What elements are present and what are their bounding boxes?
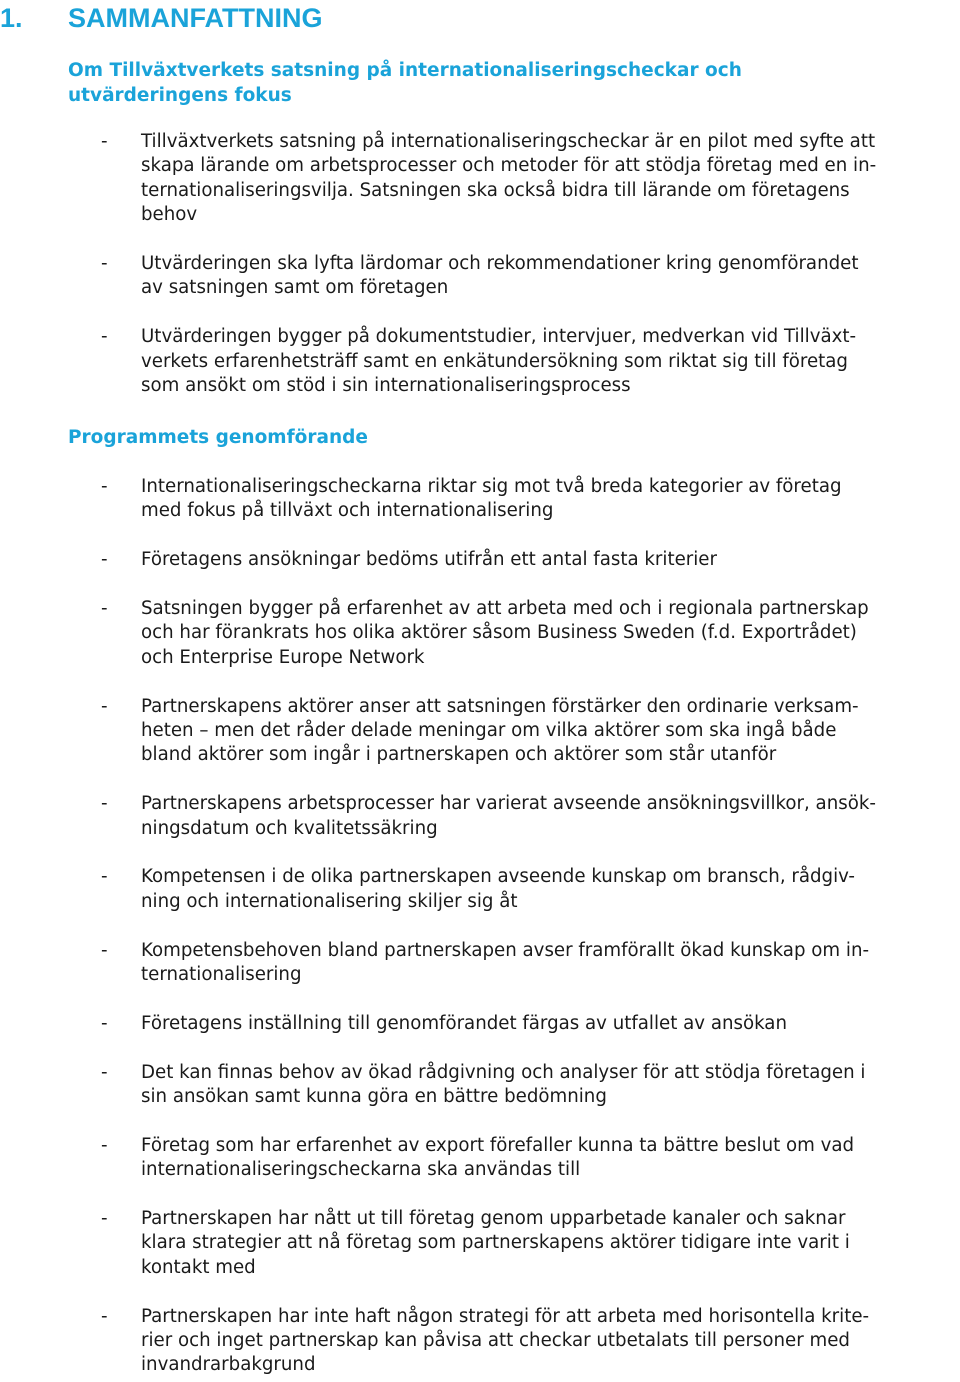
list-item-line: Partnerskapen har nått ut till företag genom upparbetade kanaler och saknar bbox=[141, 1208, 846, 1230]
bullet-dash: - bbox=[101, 131, 108, 152]
list-item-line: Utvärderingen bygger på dokumentstudier, intervjuer, medverkan vid Tillväxt- bbox=[141, 326, 857, 348]
list-item-line: Företagens ansökningar bedöms utifrån ett antal fasta kriterier bbox=[141, 549, 717, 571]
section-heading-implementation bbox=[68, 426, 668, 451]
list-item bbox=[0, 597, 956, 670]
list-item-line: Företagens inställning till genomförandet färgas av utfallet av ansökan bbox=[141, 1012, 787, 1034]
list-item bbox=[0, 252, 956, 301]
list-item-line: verkets erfarenhetsträff samt en enkätundersökning som riktat sig till företag bbox=[141, 350, 848, 372]
list-item-line: med fokus på tillväxt och internationalisering bbox=[141, 500, 554, 522]
list-item-line: Partnerskapen har inte haft någon strategi för att arbeta med horisontella krite- bbox=[141, 1305, 870, 1327]
list-item-line: av satsningen samt om företagen bbox=[141, 277, 449, 299]
list-item bbox=[0, 325, 956, 398]
list-item bbox=[0, 130, 956, 228]
list-item-line: Utvärderingen ska lyfta lärdomar och rekommendationer kring genomförandet bbox=[141, 253, 859, 275]
list-item-line: ningsdatum och kvalitetssäkring bbox=[141, 817, 438, 839]
list-item bbox=[0, 1012, 956, 1036]
list-item-line: som ansökt om stöd i sin internationaliseringsprocess bbox=[141, 375, 631, 397]
section-heading-line: Programmets genomförande bbox=[68, 427, 368, 448]
list-item bbox=[0, 1134, 956, 1183]
list-item-line: skapa lärande om arbetsprocesser och metoder för att stödja företag med en in- bbox=[141, 155, 877, 177]
list-item-line: rier och inget partnerskap kan påvisa att checkar utbetalats till personer med bbox=[141, 1330, 850, 1352]
list-item-line: behov bbox=[141, 204, 198, 226]
bullet-dash: - bbox=[101, 1061, 108, 1083]
bullet-dash: - bbox=[101, 1134, 108, 1156]
bullet-dash: - bbox=[101, 1012, 108, 1034]
list-item-line: Partnerskapens arbetsprocesser har varierat avseende ansökningsvillkor, ansök- bbox=[141, 793, 876, 815]
chapter-number: 1. bbox=[0, 3, 23, 33]
bullet-list-implementation bbox=[0, 475, 960, 1378]
list-item-line: sin ansökan samt kunna göra en bättre bedömning bbox=[141, 1086, 607, 1108]
list-item-line: ning och internationalisering skiljer sig åt bbox=[141, 890, 518, 912]
bullet-dash: - bbox=[101, 598, 108, 619]
list-item bbox=[0, 1305, 956, 1378]
list-item-line: ternationalisering bbox=[141, 964, 302, 986]
list-item-line: heten – men det råder delade meningar om vilka aktörer som ska ingå både bbox=[141, 720, 837, 742]
list-item bbox=[0, 475, 956, 524]
list-item bbox=[0, 1061, 956, 1110]
section-heading-line: Om Tillväxtverkets satsning på internationaliseringscheckar och bbox=[68, 60, 742, 81]
list-item bbox=[0, 1207, 956, 1280]
list-item-line: och har förankrats hos olika aktörer såsom Business Sweden (f.d. Exportrådet) bbox=[141, 622, 857, 644]
chapter-title-text: SAMMANFATTNING bbox=[68, 3, 323, 33]
bullet-dash: - bbox=[101, 939, 108, 961]
list-item-line: Tillväxtverkets satsning på internationaliseringscheckar är en pilot med syfte att bbox=[141, 131, 876, 152]
bullet-dash: - bbox=[101, 793, 108, 815]
chapter-title bbox=[0, 2, 322, 34]
bullet-list-focus bbox=[0, 130, 960, 398]
list-item-line: Kompetensbehoven bland partnerskapen avser framförallt ökad kunskap om in- bbox=[141, 939, 870, 961]
list-item-line: Partnerskapens aktörer anser att satsningen förstärker den ordinarie verksam- bbox=[141, 695, 859, 717]
bullet-dash: - bbox=[101, 1305, 108, 1327]
list-item bbox=[0, 939, 956, 988]
list-item bbox=[0, 792, 956, 841]
list-item bbox=[0, 548, 956, 572]
bullet-dash: - bbox=[101, 253, 108, 275]
list-item-line: kontakt med bbox=[141, 1256, 256, 1278]
section-heading-line: utvärderingens fokus bbox=[68, 84, 292, 106]
bullet-dash: - bbox=[101, 866, 108, 888]
list-item-line: Företag som har erfarenhet av export förefaller kunna ta bättre beslut om vad bbox=[141, 1134, 855, 1156]
list-item-line: och Enterprise Europe Network bbox=[141, 646, 425, 668]
list-item-line: invandrarbakgrund bbox=[141, 1354, 316, 1376]
list-item bbox=[0, 695, 956, 768]
list-item-line: bland aktörer som ingår i partnerskapen och aktörer som står utanför bbox=[141, 744, 777, 766]
section-heading-focus bbox=[68, 59, 848, 108]
list-item-line: Satsningen bygger på erfarenhet av att arbeta med och i regionala partnerskap bbox=[141, 598, 869, 619]
bullet-dash: - bbox=[101, 549, 108, 571]
bullet-dash: - bbox=[101, 326, 108, 348]
list-item bbox=[0, 865, 956, 914]
list-item-line: Kompetensen i de olika partnerskapen avseende kunskap om bransch, rådgiv- bbox=[141, 866, 855, 888]
list-item-line: klara strategier att nå företag som partnerskapens aktörer tidigare inte varit i bbox=[141, 1232, 850, 1254]
list-item-line: internationaliseringscheckarna ska användas till bbox=[141, 1159, 581, 1181]
bullet-dash: - bbox=[101, 695, 108, 717]
list-item-line: Det kan finnas behov av ökad rådgivning och analyser för att stödja företagen i bbox=[141, 1061, 866, 1083]
list-item-line: ternationaliseringsvilja. Satsningen ska också bidra till lärande om företagens bbox=[141, 179, 850, 201]
bullet-dash: - bbox=[101, 476, 108, 497]
list-item-line: Internationaliseringscheckarna riktar sig mot två breda kategorier av företag bbox=[141, 476, 842, 497]
bullet-dash: - bbox=[101, 1208, 108, 1230]
